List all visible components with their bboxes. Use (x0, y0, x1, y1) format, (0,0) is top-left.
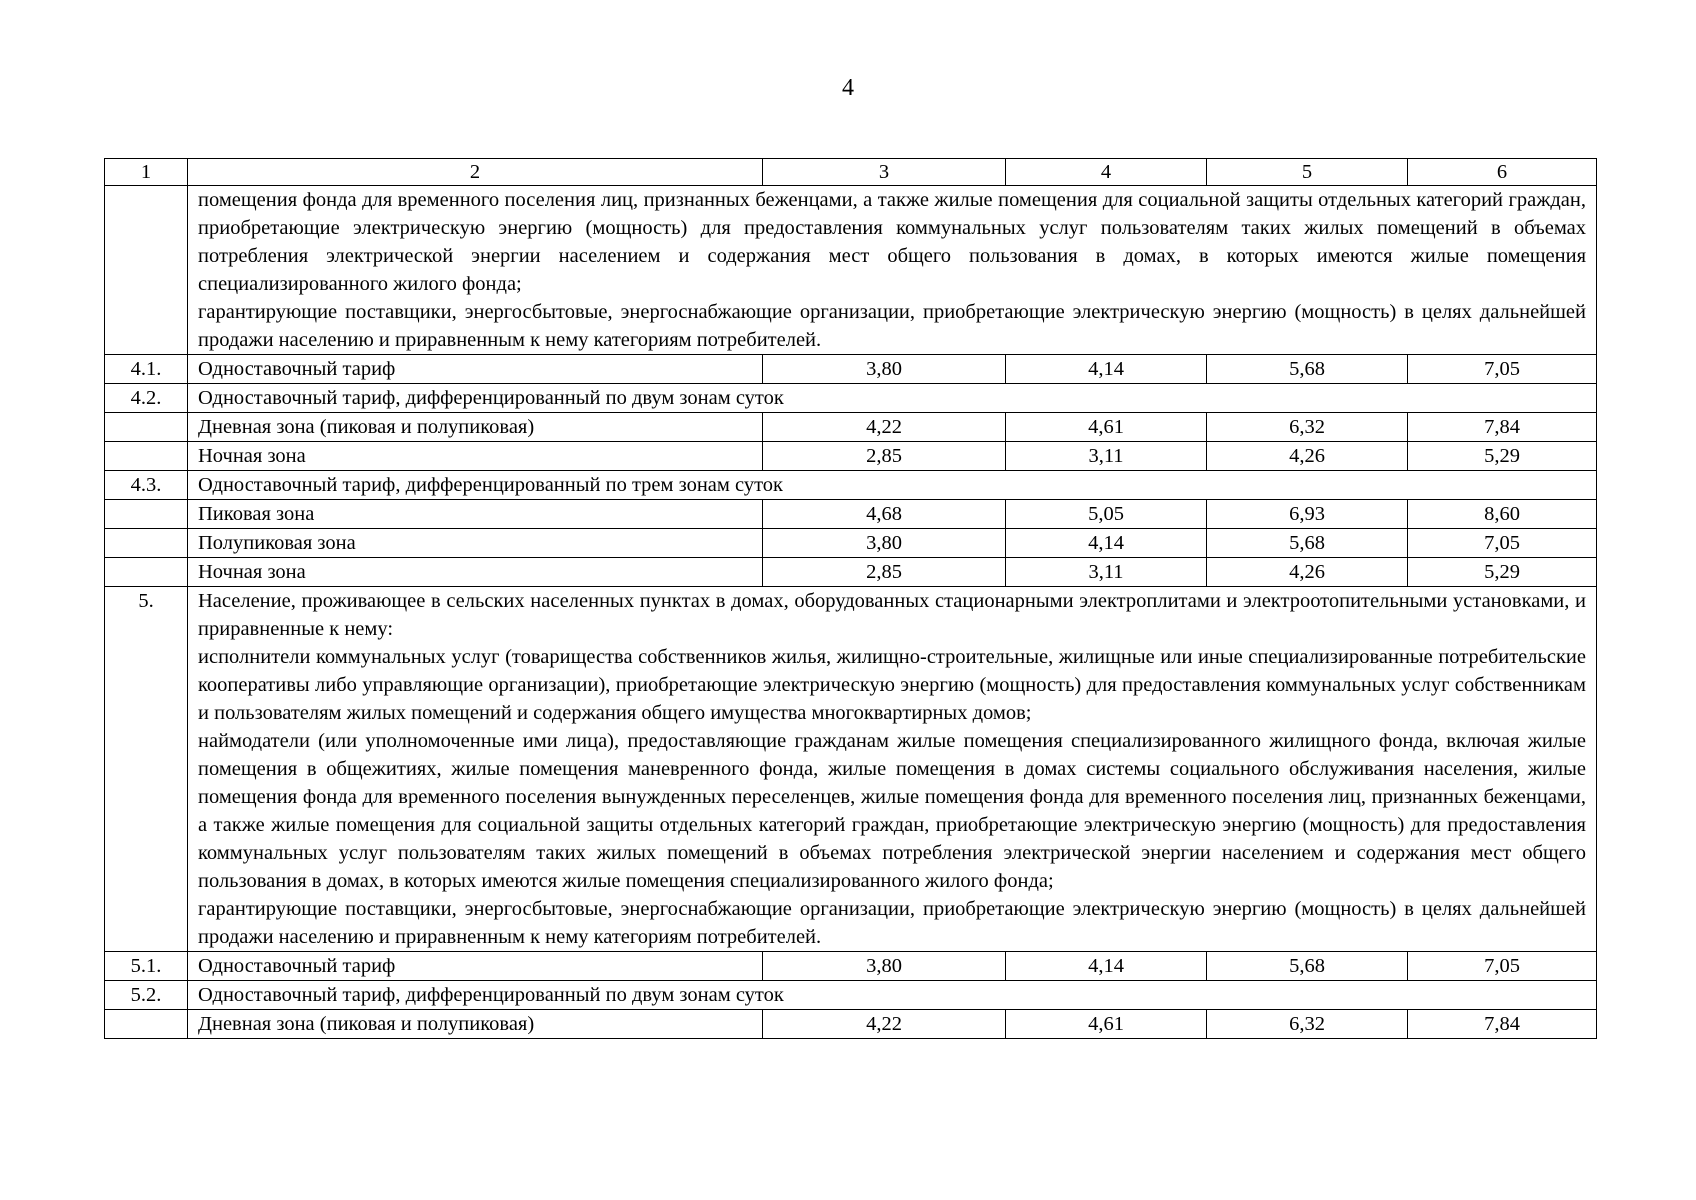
value-cell: 3,80 (763, 952, 1006, 981)
row-name: Пиковая зона (188, 500, 763, 529)
row-name: Одноставочный тариф, дифференцированный по трем зонам суток (188, 471, 1597, 500)
value-cell: 5,68 (1207, 355, 1408, 384)
value-cell: 4,61 (1006, 1010, 1207, 1039)
row-name: Одноставочный тариф, дифференцированный по двум зонам суток (188, 981, 1597, 1010)
value-cell: 7,05 (1408, 952, 1597, 981)
row-number (105, 186, 188, 355)
table-row (105, 186, 1597, 355)
table-row (105, 413, 1597, 442)
row-number: 5. (105, 587, 188, 952)
column-header: 3 (763, 159, 1006, 186)
value-cell: 7,05 (1408, 529, 1597, 558)
table-row (105, 471, 1597, 500)
row-number: 4.3. (105, 471, 188, 500)
value-cell: 4,14 (1006, 952, 1207, 981)
table-header-row (105, 159, 1597, 186)
description-paragraph: наймодатели (или уполномоченные ими лица), предоставляющие гражданам жилые помещения специализированного жилищного фонда, включая жилые помещения в общежитиях, жилые помещения маневренного фонда, жилые помещения в домах системы социального обслуживания населения, жилые помещения фонда для временного поселения вынужденных переселенцев, жилые помещения фонда для временного поселения лиц, признанных беженцами, а также жилые помещения для социальной защиты отдельных категорий граждан, приобретающие электрическую энергию (мощность) для предоставления коммунальных услуг пользователям таких жилых помещений в объемах потребления электрической энергии населением и содержания мест общего пользования в домах, в которых имеются жилые помещения специализированного жилого фонда; (198, 730, 1586, 892)
value-cell: 5,68 (1207, 529, 1408, 558)
value-cell: 7,84 (1408, 1010, 1597, 1039)
row-name: Ночная зона (188, 558, 763, 587)
table-row (105, 1010, 1597, 1039)
row-number (105, 529, 188, 558)
description-paragraph: помещения фонда для временного поселения лиц, признанных беженцами, а также жилые помещения для социальной защиты отдельных категорий граждан, приобретающие электрическую энергию (мощность) для предоставления коммунальных услуг пользователям таких жилых помещений в объемах потребления электрической энергии населением и содержания мест общего пользования в домах, в которых имеются жилые помещения специализированного жилого фонда; (198, 189, 1586, 295)
table-row (105, 384, 1597, 413)
value-cell: 4,22 (763, 413, 1006, 442)
value-cell: 4,61 (1006, 413, 1207, 442)
value-cell: 3,80 (763, 529, 1006, 558)
value-cell: 4,68 (763, 500, 1006, 529)
value-cell: 6,32 (1207, 413, 1408, 442)
row-number (105, 442, 188, 471)
value-cell: 6,32 (1207, 1010, 1408, 1039)
column-header: 1 (105, 159, 188, 186)
row-number: 4.1. (105, 355, 188, 384)
value-cell: 5,29 (1408, 558, 1597, 587)
value-cell: 7,05 (1408, 355, 1597, 384)
row-name: Одноставочный тариф (188, 355, 763, 384)
value-cell: 5,68 (1207, 952, 1408, 981)
row-name: Одноставочный тариф (188, 952, 763, 981)
table-row (105, 529, 1597, 558)
table-row (105, 587, 1597, 952)
value-cell: 2,85 (763, 442, 1006, 471)
row-number (105, 558, 188, 587)
description-paragraph: Население, проживающее в сельских населенных пунктах в домах, оборудованных стационарными электроплитами и электроотопительными установками, и приравненные к нему: (198, 590, 1586, 640)
table-row (105, 500, 1597, 529)
value-cell: 5,05 (1006, 500, 1207, 529)
row-name: Дневная зона (пиковая и полупиковая) (188, 413, 763, 442)
table-row (105, 442, 1597, 471)
column-header: 4 (1006, 159, 1207, 186)
table-row (105, 355, 1597, 384)
value-cell: 4,22 (763, 1010, 1006, 1039)
value-cell: 6,93 (1207, 500, 1408, 529)
row-name: Дневная зона (пиковая и полупиковая) (188, 1010, 763, 1039)
row-number: 4.2. (105, 384, 188, 413)
row-number (105, 1010, 188, 1039)
value-cell: 4,14 (1006, 355, 1207, 384)
row-number (105, 500, 188, 529)
value-cell: 4,14 (1006, 529, 1207, 558)
row-number: 5.2. (105, 981, 188, 1010)
row-name: Полупиковая зона (188, 529, 763, 558)
description-paragraph: гарантирующие поставщики, энергосбытовые, энергоснабжающие организации, приобретающие электрическую энергию (мощность) в целях дальнейшей продажи населению и приравненным к нему категориям потребителей. (198, 301, 1586, 351)
column-header: 6 (1408, 159, 1597, 186)
value-cell: 4,26 (1207, 442, 1408, 471)
page-number: 4 (842, 75, 854, 101)
value-cell: 3,80 (763, 355, 1006, 384)
table-row (105, 952, 1597, 981)
row-description (188, 186, 1597, 355)
row-name: Одноставочный тариф, дифференцированный по двум зонам суток (188, 384, 1597, 413)
row-number (105, 413, 188, 442)
description-paragraph: исполнители коммунальных услуг (товарищества собственников жилья, жилищно-строительные, жилищные или иные специализированные потребительские кооперативы либо управляющие организации), приобретающие электрическую энергию (мощность) для предоставления коммунальных услуг собственникам и пользователям жилых помещений и содержания общего имущества многоквартирных домов; (198, 646, 1586, 724)
description-paragraph: гарантирующие поставщики, энергосбытовые, энергоснабжающие организации, приобретающие электрическую энергию (мощность) в целях дальнейшей продажи населению и приравненным к нему категориям потребителей. (198, 898, 1586, 948)
row-description (188, 587, 1597, 952)
column-header: 5 (1207, 159, 1408, 186)
value-cell: 8,60 (1408, 500, 1597, 529)
table-row (105, 558, 1597, 587)
table-row (105, 981, 1597, 1010)
value-cell: 4,26 (1207, 558, 1408, 587)
value-cell: 3,11 (1006, 558, 1207, 587)
value-cell: 5,29 (1408, 442, 1597, 471)
value-cell: 7,84 (1408, 413, 1597, 442)
tariff-table (104, 158, 1597, 1039)
value-cell: 3,11 (1006, 442, 1207, 471)
column-header: 2 (188, 159, 763, 186)
row-name: Ночная зона (188, 442, 763, 471)
value-cell: 2,85 (763, 558, 1006, 587)
row-number: 5.1. (105, 952, 188, 981)
